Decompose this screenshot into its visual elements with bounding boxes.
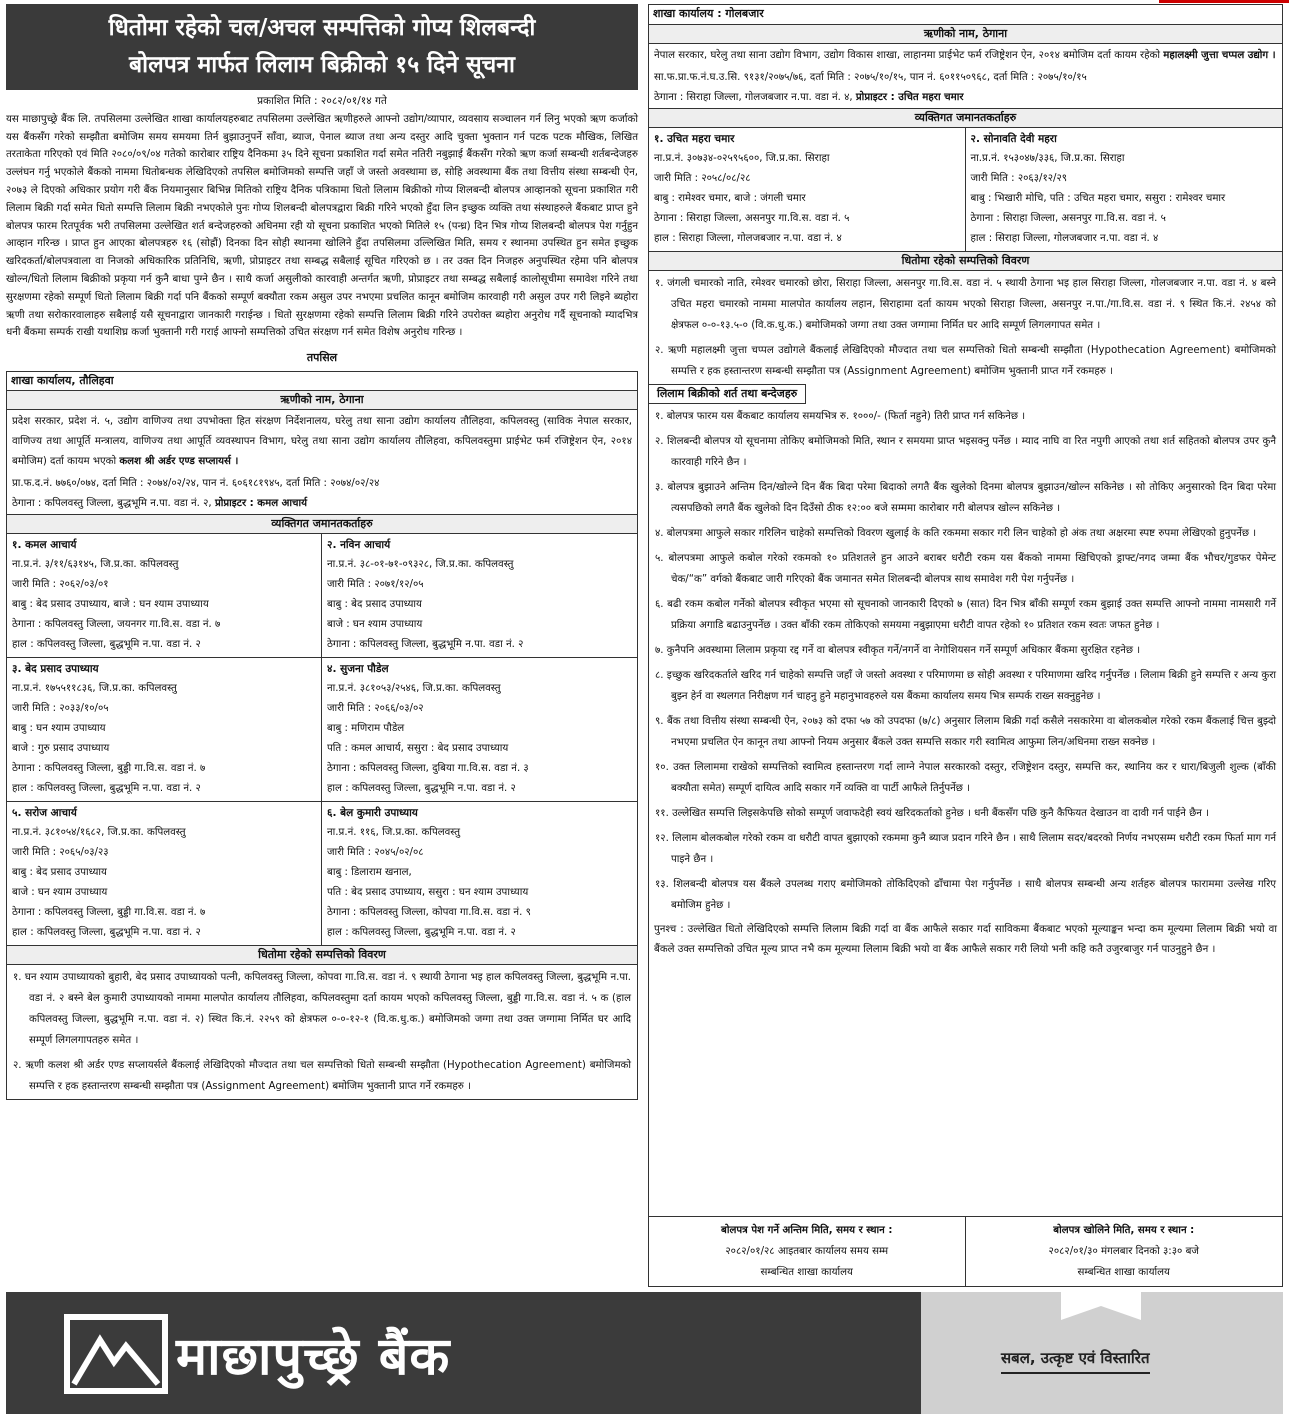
guarantor-name: ६. बेल कुमारी उपाध्याय — [327, 807, 418, 820]
guarantor-detail: ठेगाना : कपिलवस्तु जिल्ला, बुड्डी गा.वि.स. वडा नं. ७ — [12, 907, 206, 919]
left-column — [6, 4, 638, 1100]
borrower-reg: प्रा.फ.द.नं. ७७६०/०७४, दर्ता मिति : २०७४/०२/२४, पान नं. ६०६१८१९४५, दर्ता मिति : २०७४/०२/२४ — [12, 478, 380, 490]
guarantor-detail: हाल : सिराहा जिल्ला, गोलजबजार न.पा. वडा नं. ४ — [970, 232, 1159, 244]
borrower-address-text: ठेगाना : कपिलवस्तु जिल्ला, बुद्धभूमि न.पा. वडा नं. २, — [12, 498, 212, 510]
condition-item: २. शिलबन्दी बोलपत्र यो सूचनामा तोकिए बमोजिमको मिति, स्थान र समयमा प्राप्त भइसक्नु पर्नेछ । म्याद नाघि वा रित नपुगी आएको तथा शर्त सहितको बोलपत्र उपर कुनै कारवाही गरिने छैन । — [655, 436, 1276, 468]
guarantor-detail: हाल : कपिलवस्तु जिल्ला, बुद्धभूमि न.पा. वडा नं. २ — [12, 927, 201, 939]
guarantor-detail: बाबु : मणिराम पौडेल — [327, 723, 405, 735]
guarantor-detail: ना.प्र.नं. ३/११/६३१४५, जि.प्र.का. कपिलवस्तु — [12, 559, 179, 571]
guarantor-card — [322, 658, 637, 802]
guarantor-heading: व्यक्तिगत जमानतकर्ताहरु — [7, 515, 637, 534]
guarantor-detail: हाल : कपिलवस्तु जिल्ला, बुद्धभूमि न.पा. वडा नं. २ — [12, 639, 201, 651]
title-line-2: बोलपत्र मार्फत लिलाम बिक्रीको १५ दिने सूचना — [129, 52, 515, 78]
branch-tauliha-box — [6, 371, 638, 1101]
borrower-proprietor: प्रोप्राइटर : कमल आचार्य — [214, 498, 308, 510]
condition-item: ११. उल्लेखित सम्पत्ति लिइसकेपछि सोको सम्पूर्ण जवाफदेही स्वयं खरिदकर्ताको हुनेछ । धनी बैंकसँग पछि कुनै कैफियत देखाउन वा दावी गर्न पाईने छैन । — [655, 808, 1209, 819]
guarantor-detail: हाल : कपिलवस्तु जिल्ला, बुद्धभूमि न.पा. वडा नं. २ — [12, 783, 201, 795]
guarantor-detail: बाबु : डिलाराम खनाल, — [327, 867, 412, 879]
ribbon-icon — [1061, 1292, 1141, 1322]
guarantor-detail: जारी मिति : २०४५/०२/०८ — [327, 847, 424, 859]
guarantor-detail: ठेगाना : कपिलवस्तु जिल्ला, बुद्धभूमि न.पा. वडा नं. २ — [327, 639, 524, 651]
auction-notice-page — [6, 4, 1283, 1414]
mountain-logo-icon — [64, 1314, 168, 1394]
property-item: २. ऋणी कलश श्री अर्डर एण्ड सप्लायर्सले बैंकलाई लेखिदिएको मौज्दात तथा चल सम्पत्तिको धितो सम्बन्धी सम्झौता (Hypothecation Agreement) बमोजिमको सम्पत्ति र हक हस्तान्तरण सम्बन्धी सम्झौता पत्र (Assignment Agreement) बमोजिम भुक्तानी प्राप्त गर्ने रकमहरु । — [13, 1060, 631, 1093]
guarantor-detail: बाबु : बेद प्रसाद उपाध्याय — [327, 599, 422, 611]
guarantor-grid — [649, 128, 1282, 252]
branch-label: शाखा कार्यालय, तौलिहवा — [7, 372, 637, 392]
guarantor-card — [7, 658, 322, 802]
conditions-heading: लिलाम बिक्रीको शर्त तथा बन्देजहरु — [649, 384, 806, 405]
bank-tagline: सबल, उत्कृष्ट एवं विस्तारित — [1001, 1347, 1150, 1374]
right-column — [648, 4, 1283, 1287]
guarantor-detail: जारी मिति : २०६२/०३/०१ — [12, 579, 109, 591]
top-accent-bar — [1159, 0, 1289, 3]
condition-item: १०. उक्त लिलाममा राखेको सम्पत्तिको स्वामित्व हस्तान्तरण गर्दा लाग्ने नेपाल सरकारको दस्तुर, रजिष्ट्रेशन दस्तुर, सम्पत्ति कर, स्थानिय कर र धारा/बिजुली शुल्क (बाँकी बक्यौता समेत) सम्पूर्ण दायित्व आदि सकार गर्ने व्यक्ति वा पार्टी आफैले तिर्नुपर्नेछ । — [655, 762, 1276, 794]
banner-light-panel — [921, 1292, 1283, 1414]
borrower-heading: ऋणीको नाम, ठेगाना — [7, 391, 637, 410]
guarantor-detail: ना.प्र.नं. १५३०४७/३३६, जि.प्र.का. सिराहा — [970, 152, 1125, 164]
guarantor-detail: जारी मिति : २०६५/०३/२३ — [12, 847, 109, 859]
guarantor-name: ३. बेद प्रसाद उपाध्याय — [12, 663, 99, 676]
guarantor-detail: जारी मिति : २०६३/१२/२९ — [970, 172, 1068, 184]
branch-label: शाखा कार्यालय : गोलबजार — [649, 5, 1282, 25]
guarantor-card — [7, 802, 322, 946]
condition-item: ९. बैंक तथा वित्तीय संस्था सम्बन्धी ऐन, २०७३ को दफा ५७ को उपदफा (७/८) अनुसार लिलाम बिक्री गर्दा कसैले नसकारेमा वा बोलकबोल गरेको रकम बैंकलाई चित्त बुझ्दो नभएमा प्रचलित ऐन कानून तथा आफ्नो नियम अनुसार बैंकले उक्त सम्पत्ति सकार गरी स्वामित्व आफुमा लिन/अधिनमा राख्न सक्नेछ । — [655, 716, 1276, 748]
opening-date: २०८२/०१/३० मंगलबार दिनको ३:३० बजे — [1048, 1246, 1199, 1257]
guarantor-detail: बाबु : रामेश्वर चमार, बाजे : जंगली चमार — [654, 192, 806, 204]
guarantor-detail: ना.प्र.नं. ३८१०५३/२५४६, जि.प्र.का. कपिलवस्तु — [327, 683, 501, 695]
submission-date: २०८२/०१/२८ आइतबार कार्यालय समय सम्म — [725, 1246, 889, 1257]
guarantor-heading: व्यक्तिगत जमानतकर्ताहरु — [649, 109, 1282, 128]
condition-item: ७. कुनैपनि अवस्थामा लिलाम प्रकृया रद्द गर्ने वा बोलपत्र स्वीकृत गर्ने/नगर्ने वा नेगोशियसन गर्ने सम्पूर्ण अधिकार बैंकमा सुरक्षित रहनेछ । — [655, 645, 1141, 656]
guarantor-card — [322, 802, 637, 946]
borrower-firm: कलश श्री अर्डर एण्ड सप्लायर्स । — [119, 456, 239, 468]
guarantor-detail: ना.प्र.नं. ३८१०५४/१६८२, जि.प्र.का. कपिलवस्तु — [12, 827, 186, 839]
title-line-1: धितोमा रहेको चल/अचल सम्पत्तिको गोप्य शिलबन्दी — [108, 15, 536, 41]
property-list — [649, 271, 1282, 384]
borrower-details — [7, 410, 637, 474]
guarantor-detail: बाबु : बेद प्रसाद उपाध्याय, बाजे : घन श्याम उपाध्याय — [12, 599, 209, 611]
condition-item: १३. शिलबन्दी बोलपत्र यस बैंकले उपलब्ध गराए बमोजिमको तोकिदिएको ढाँचामा पेश गर्नुपर्नेछ । साथै बोलपत्र सम्बन्धी अन्य शर्तहरु बोलपत्र फाराममा उल्लेख गरिए बमोजिम हुनेछ । — [655, 879, 1276, 911]
guarantor-card — [649, 128, 966, 252]
guarantor-name: २. सोनावति देवी महरा — [970, 132, 1057, 145]
bank-name: माछापुच्छ्रे बैंक — [176, 1327, 451, 1387]
opening-schedule — [966, 1217, 1283, 1286]
borrower-proprietor: प्रोप्राइटर : उचित महरा चमार — [855, 91, 964, 103]
guarantor-detail: बाजे : घन श्याम उपाध्याय — [12, 887, 108, 899]
condition-item: ८. इच्छुक खरिदकर्ताले खरिद गर्न चाहेको सम्पत्ति जहाँ जे जस्तो अवस्था र परिमाणमा छ सोही अवस्था र परिमाणमा खरिद गर्नुपर्नेछ । लिलाम बिक्री हुने सम्पत्ति र अन्य कुरा बुझ्न हेर्न वा स्थलगत निरीक्षण गर्न चाहनु हुने महानुभावहरुले यस बैंकमा कार्यालय समय भित्र सम्पर्क राख्न सक्नुहुनेछ । — [655, 670, 1276, 702]
guarantor-detail: ठेगाना : कपिलवस्तु जिल्ला, कोपवा गा.वि.स. वडा नं. ९ — [327, 907, 531, 919]
guarantor-grid — [7, 534, 637, 946]
guarantor-detail: ठेगाना : कपिलवस्तु जिल्ला, दुबिया गा.वि.स. वडा नं. ३ — [327, 763, 529, 775]
opening-title: बोलपत्र खोलिने मिति, समय र स्थान : — [1053, 1225, 1195, 1236]
property-item: १. जंगली चमारको नाति, रमेश्वर चमारको छोरा, सिराहा जिल्ला, असनपुर गा.वि.स. वडा नं. ५ स्थायी ठेगाना भइ हाल सिराहा जिल्ला, गोलजबजार न.पा. वडा नं. ४ बस्ने उचित महरा चमारको नाममा मालपोत कार्यालय लहान, सिराहामा दर्ता कायम भएको सिराहा जिल्ला, असनपुर न.पा./गा.वि.स. वडा नं. ९ स्थित कि.नं. २४५४ को क्षेत्रफल ०-०-१३.५-० (वि.क.धु.क.) बमोजिमको जग्गा तथा उक्त जग्गामा निर्मित घर आदि सम्पूर्ण लिगलगापत समेत । — [655, 277, 1276, 331]
borrower-address — [649, 88, 1282, 109]
condition-item: ४. बोलपत्रमा आफुले सकार गरिलिन चाहेको सम्पत्तिको विवरण खुलाई के कति रकममा सकार गरी लिन चाहेको हो अंक तथा अक्षरमा स्पष्ट रुपमा लेखिएको हुनुपर्नेछ । — [655, 528, 1257, 539]
guarantor-detail: बाजे : गुरु प्रसाद उपाध्याय — [12, 743, 110, 755]
property-item: १. घन श्याम उपाध्यायको बुहारी, बेद प्रसाद उपाध्यायको पत्नी, कपिलवस्तु जिल्ला, कोपवा गा.वि.स. वडा नं. ९ स्थायी ठेगाना भइ हाल कपिलवस्तु जिल्ला, बुद्धभूमि न.पा. वडा नं. २ बस्ने बेल कुमारी उपाध्यायको नाममा मालपोत कार्यालय तौलिहवा, कपिलवस्तुमा दर्ता कायम भएको कपिलवस्तु जिल्ला, बुड्डी गा.वि.स. वडा नं. ५ क (हाल कपिलवस्तु जिल्ला, बुद्धभूमि न.पा. वडा नं. २) स्थित कि.नं. २२५९ को क्षेत्रफल ०-०-१२-१ (वि.क.धु.क.) बमोजिमको जग्गा तथा उक्त जग्गामा निर्मित घर आदि सम्पूर्ण लिगलगापतहरु समेत । — [13, 972, 631, 1047]
conditions-list — [649, 404, 1282, 918]
borrower-text: प्रदेश सरकार, प्रदेश नं. ५, उद्योग वाणिज्य तथा उपभोक्ता हित संरक्षण निर्देशनालय, घरेलु तथा साना उद्योग कार्यालय तौलिहवा, कपिलवस्तु (साविक नेपाल सरकार, वाणिज्य तथा आपूर्ति मन्त्रालय, वाणिज्य तथा आपूर्ति व्यवस्थापन विभाग, घरेलु तथा साना उद्योग कार्यालय तौलिहवा, कपिलवस्तुमा प्राईभेट फर्म रजिष्ट्रेशन ऐन, २०१४ बमोजिम) दर्ता कायम भएको — [12, 416, 632, 468]
intro-paragraph: यस माछापुच्छ्रे बैंक लि. तपसिलमा उल्लेखित शाखा कार्यालयहरुबाट तपसिलमा उल्लेखित ऋणीहरुले आफ्नो उद्योग/व्यापार, व्यवसाय सञ्चालन गर्न लिनु भएको ऋण कर्जाको यस बैंकसँग गरेको सम्झौता बमोजिम समय समयमा तिर्न बुझाउनुपर्ने साँवा, ब्याज, पेनाल ब्याज तथा अन्य दस्तुर आदि चुक्ता भुक्तान गर्न पटक पटक मौखिक, लिखित तरताकेता गरिएको एवं मिति २०८०/०९/०४ गतेको कारोबार राष्ट्रिय दैनिकमा ३५ दिने सूचना प्रकाशित गर्दा समेत नतिरी नबुझाई बैंकसँग गरेको ऋण कर्जा सम्बन्धी शर्तबन्देजहरु उल्लंघन गर्नु भएकोले बैंकको नाममा धितोबन्धक लेखिदिएको तपसिल बमोजिमको सम्पत्ति जहाँ जे जस्तो अवस्थामा छ, सोहि अवस्थामा बैंक तथा वित्तीय संस्था सम्बन्धी ऐन, २०७३ ले दिएको अधिकार प्रयोग गरी बैंक नियमानुसार बिभिन्न मितिको राष्ट्रिय दैनिक पत्रिकामा धितो लिलाम बिक्रीको गोप्य शिलबन्दी बोलपत्र आव्हानको सूचना प्रकाशित गरी लिलाम बिक्री गर्दा समेत धितो सम्पत्ति लिलाम बिक्री नभएकोले पुनः गोप्य शिलबन्दी बोलपत्रद्वारा बिक्री गरिने भएको हुँदा लिन इच्छुक व्यक्ति तथा संस्थाहरुले बैंकबाट प्राप्त हुने बोलपत्र फारम रितपूर्वक भरी तपसिलमा उल्लेखित शर्त बन्देजहरुको अधिनमा रही यो सूचना प्रकाशित भएको मितिले १५ (पन्ध्र) दिन भित्र गोप्य शिलबन्दी बोलपत्र पेश गर्नुहुन आव्हान गरिन्छ । प्राप्त हुन आएका बोलपत्रहरु १६ (सोह्रौं) दिनका दिन सोही स्थानमा खोलिने हुँदा तपसिलमा उल्लिखित मिति, समय र स्थानमा उपस्थित हुन समेत इच्छुक खरिदकर्ता/बोलपत्रवाला वा निजको अधिकारिक प्रतिनिधि, ऋणी, प्रोप्राइटर तथा सम्बद्ध सबैलाई सूचित गरिएको छ । तर उक्त दिन निजहरु अनुपस्थित रहेमा पनि बोलपत्र खोल्न/धितो लिलाम बिक्रीको प्रकृया गर्न कुनै बाधा पुग्ने छैन । साथै कर्जा असुलीको कारवाही अन्तर्गत ऋणी, प्रोप्राइटर तथा सम्बद्ध सबैलाई कालोसूचीमा समावेश गरिने तथा सुरक्षणमा रहेको सम्पूर्ण धितो लिलाम बिक्री गर्दा पनि बैंकको सम्पूर्ण बक्यौता रकम असुल उपर नभएमा प्रचलित कानून बमोजिम कारवाही गरी असुल उपर गरी लिइने ब्यहोरा ऋणी तथा सरोकारवालाहरु सबैलाई यसै सूचनाद्वारा जानकारी गराईन्छ । धितो सुरक्षणमा रहेको सम्पत्ति लिलाम बिक्री गरिने उपरोक्त ब्यहोरा अनुरोध गर्दै सूचनाको म्यादभित्र धनी बैंकमा सम्पर्क राखी यथाशिघ्र कर्जा भुक्तानी गरी गराई आफ्नो सम्पत्तिको उचित संरक्षण गर्न समेत विशेष अनुरोध गरिन्छ । — [6, 113, 638, 339]
guarantor-detail: जारी मिति : २०६६/०३/०२ — [327, 703, 424, 715]
guarantor-name: २. नविन आचार्य — [327, 539, 391, 552]
guarantor-detail: ना.प्र.नं. ३८-०१-७१-०९३२८, जि.प्र.का. कपिलवस्तु — [327, 559, 514, 571]
submission-place: सम्बन्धित शाखा कार्यालय — [760, 1267, 853, 1278]
condition-item: १२. लिलाम बोलकबोल गरेको रकम वा धरौटी वापत बुझाएको रकममा कुनै ब्याज प्रदान गरिने छैन । साथै लिलाम सदर/बदरको निर्णय नभएसम्म धरौटी रकम फिर्ता माग गर्न पाइने छैन । — [655, 833, 1276, 865]
property-list — [7, 965, 637, 1099]
published-date: प्रकाशित मिति : २०८२/०१/१४ गते — [257, 95, 387, 107]
guarantor-name: ४. सुजना पौडेल — [327, 663, 389, 676]
opening-place: सम्बन्धित शाखा कार्यालय — [1077, 1267, 1170, 1278]
guarantor-detail: हाल : कपिलवस्तु जिल्ला, बुद्धभूमि न.पा. वडा नं. २ — [327, 783, 516, 795]
guarantor-name: १. कमल आचार्य — [12, 539, 77, 552]
guarantor-detail: ठेगाना : कपिलवस्तु जिल्ला, जयनगर गा.वि.स. वडा नं. ७ — [12, 619, 221, 631]
guarantor-detail: बाजे : घन श्याम उपाध्याय — [327, 619, 423, 631]
guarantor-detail: ना.प्र.नं. ११६, जि.प्र.का. कपिलवस्तु — [327, 827, 461, 839]
guarantor-detail: ना.प्र.नं. १७५५११८३६, जि.प्र.का. कपिलवस्तु — [12, 683, 177, 695]
tapsil-label: तपसिल — [306, 351, 338, 365]
guarantor-name: १. उचित महरा चमार — [654, 132, 735, 145]
guarantor-detail: पति : कमल आचार्य, ससुरा : बेद प्रसाद उपाध्याय — [327, 743, 509, 755]
notice-title — [6, 4, 638, 90]
guarantor-detail: ठेगाना : सिराहा जिल्ला, असनपुर गा.वि.स. वडा नं. ५ — [654, 212, 850, 224]
guarantor-card — [966, 128, 1283, 252]
postscript: पुनश्च : उल्लेखित धितो लेखिदिएको सम्पत्ति लिलाम बिक्री गर्दा वा बैंक आफैले सकार गर्दा साविकमा बैंकबाट भएको मूल्याङ्कन भन्दा कम मूल्यमा लिलाम बिक्री भयो वा बैंकले उक्त सम्पत्तिको उचित मूल्य प्राप्त नभै कम मूल्यमा लिलाम बिक्री भयो वा बैंक आफैले सकार गरी लियो भनी कहि कतै उजुरबाजुर गर्न पाउनुहुने छैन । — [654, 924, 1277, 955]
guarantor-detail: जारी मिति : २०७१/१२/०५ — [327, 579, 424, 591]
guarantor-card — [7, 534, 322, 658]
guarantor-detail: जारी मिति : २०५८/०८/२८ — [654, 172, 751, 184]
property-heading: धितोमा रहेको सम्पत्तिको विवरण — [7, 946, 637, 965]
guarantor-detail: पति : बेद प्रसाद उपाध्याय, ससुरा : घन श्याम उपाध्याय — [327, 887, 529, 899]
borrower-firm: महालक्ष्मी जुत्ता चप्पल उद्योग । — [1163, 49, 1276, 61]
property-item: २. ऋणी महालक्ष्मी जुत्ता चप्पल उद्योगले बैंकलाई लेखिदिएको मौज्दात तथा चल सम्पत्तिको धितो सम्बन्धी सम्झौता (Hypothecation Agreement) बमोजिमको सम्पत्ति र हक हस्तान्तरण सम्बन्धी सम्झौता पत्र (Assignment Agreement) बमोजिम भुक्तानी प्राप्त गर्ने रकमहरु । — [655, 344, 1276, 377]
condition-item: १. बोलपत्र फारम यस बैंकबाट कार्यालय समयभित्र रु. १०००/- (फिर्ता नहुने) तिरी प्राप्त गर्न सकिनेछ । — [655, 411, 1026, 422]
condition-item: ३. बोलपत्र बुझाउने अन्तिम दिन/खोल्ने दिन बैंक बिदा परेमा बिदाको लगतै बैंक खुलेको दिनमा बोलपत्र बुझाउन/खोल्न सकिनेछ । सो तोकिए अनुसारको दिन बिदा परेमा त्यसपछिको लगतै बैंक खुलेको दिन दिउँसो ठीक १२:०० बजे सम्ममा कारोबार गरी बोलपत्र खोल्न सकिनेछ । — [655, 482, 1276, 514]
bank-banner — [6, 1292, 1283, 1414]
guarantor-detail: बाबु : भिखारी मोचि, पति : उचित महरा चमार, ससुरा : रामेश्वर चमार — [970, 192, 1226, 204]
borrower-details — [649, 44, 1282, 68]
property-heading: धितोमा रहेको सम्पत्तिको विवरण — [649, 252, 1282, 271]
guarantor-detail: बाबु : घन श्याम उपाध्याय — [12, 723, 106, 735]
guarantor-detail: जारी मिति : २०३३/१०/०५ — [12, 703, 109, 715]
deadline-table — [649, 1216, 1282, 1286]
borrower-address-text: ठेगाना : सिराहा जिल्ला, गोलजबजार न.पा. वडा नं. ४, — [654, 91, 853, 103]
borrower-reg: सा.फ.प्रा.फ.नं.घ.उ.सि. ९१३१/२०७५/७६, दर्ता मिति : २०७५/१०/१५, पान नं. ६०११५०९६८, दर्ता मिति : २०७५/१०/१५ — [654, 71, 1087, 83]
borrower-heading: ऋणीको नाम, ठेगाना — [649, 25, 1282, 44]
guarantor-detail: ठेगाना : कपिलवस्तु जिल्ला, बुड्डी गा.वि.स. वडा नं. ७ — [12, 763, 206, 775]
banner-dark-panel — [6, 1292, 921, 1414]
borrower-address — [7, 494, 637, 515]
borrower-text: नेपाल सरकार, घरेलु तथा साना उद्योग विभाग, उद्योग विकास शाखा, लाहानमा प्राईभेट फर्म रजिष्ट्रेशन ऐन, २०१४ बमोजिम दर्ता कायम रहेको — [654, 49, 1161, 61]
guarantor-detail: ना.प्र.नं. ३०७३४-०२५९५६००, जि.प्र.का. सिराहा — [654, 152, 830, 164]
guarantor-detail: बाबु : बेद प्रसाद उपाध्याय — [12, 867, 107, 879]
guarantor-name: ५. सरोज आचार्य — [12, 807, 77, 820]
guarantor-detail: ठेगाना : सिराहा जिल्ला, असनपुर गा.वि.स. वडा नं. ५ — [970, 212, 1166, 224]
submission-deadline — [649, 1217, 966, 1286]
guarantor-detail: हाल : सिराहा जिल्ला, गोलजबजार न.पा. वडा नं. ४ — [654, 232, 842, 244]
condition-item: ६. बढी रकम कबोल गर्नेको बोलपत्र स्वीकृत भएमा सो सूचनाको जानकारी दिएको ७ (सात) दिन भित्र बाँकी सम्पूर्ण रकम बुझाई उक्त सम्पत्ति आफ्नो नाममा नामसारी गर्ने प्रक्रिया अगाडि बढाउनुपर्नेछ । उक्त बाँकी रकम तोकिएको समयमा नबुझाएमा धरौटी वापत रहेको १० प्रतिशत रकम स्वतः जफत हुनेछ । — [655, 599, 1276, 631]
condition-item: ५. बोलपत्रमा आफुले कबोल गरेको रकमको १० प्रतिशतले हुन आउने बराबर धरौटी रकम यस बैंकको नाममा खिचिएको ड्राफ्ट/नगद जम्मा बैंक भौचर/गुडफर पेमेन्ट चेक/“क” वर्गको बैंकबाट जारी गरिएको बैंक जमानत समेत शिलबन्दी बोलपत्र साथ समावेश गरी पेश गर्नुपर्नेछ । — [655, 553, 1276, 585]
guarantor-card — [322, 534, 637, 658]
submission-title: बोलपत्र पेश गर्ने अन्तिम मिति, समय र स्थान : — [721, 1225, 893, 1236]
guarantor-detail: हाल : कपिलवस्तु जिल्ला, बुद्धभूमि न.पा. वडा नं. २ — [327, 927, 516, 939]
